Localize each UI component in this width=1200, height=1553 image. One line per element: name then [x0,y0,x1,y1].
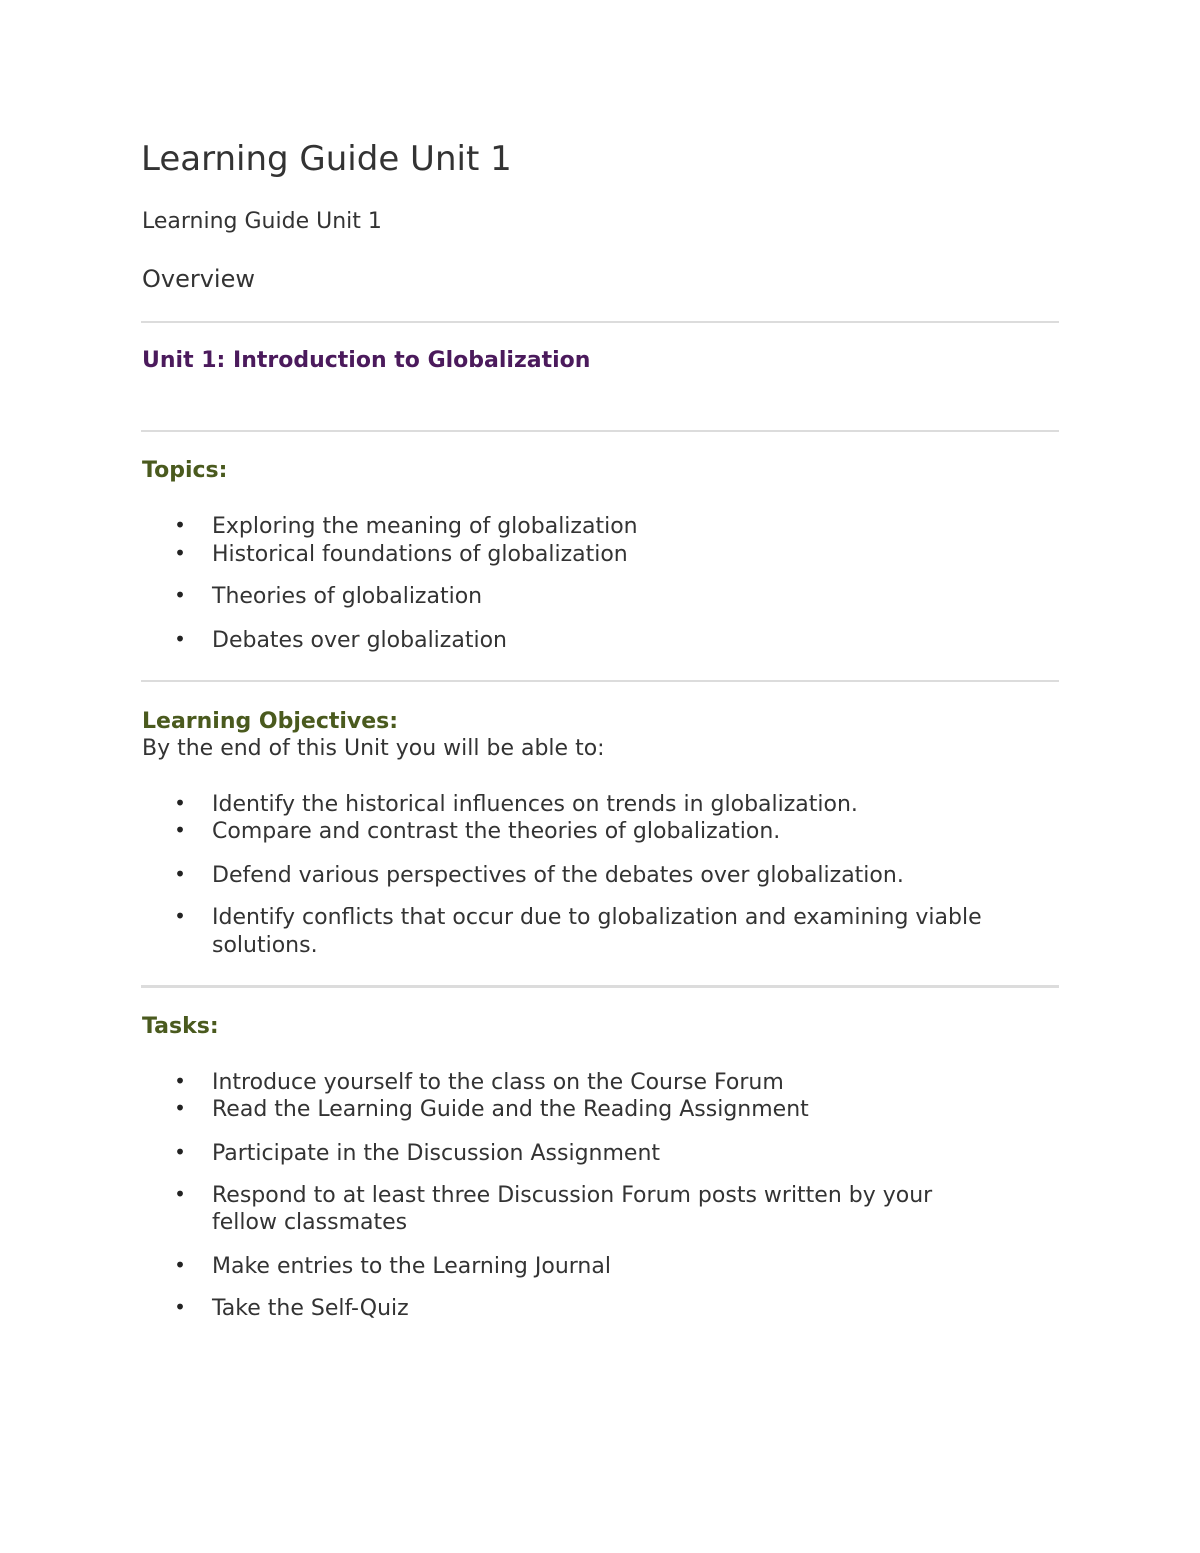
list-item-text: Defend various perspectives of the debates over globalization. [212,863,904,888]
bullet-icon: • [174,627,186,651]
divider [141,985,1059,988]
page-title: Learning Guide Unit 1 [141,139,512,179]
bullet-icon: • [174,541,186,565]
list-item-text: Identify conflicts that occur due to globalization and examining viable [212,905,982,930]
bullet-icon: • [174,791,186,815]
bullet-icon: • [174,1295,186,1319]
divider [141,430,1059,432]
bullet-icon: • [174,1096,186,1120]
divider [141,680,1059,682]
bullet-icon: • [174,1069,186,1093]
divider [141,321,1059,323]
bullet-icon: • [174,583,186,607]
overview-heading: Overview [142,265,255,293]
bullet-icon: • [174,1182,186,1206]
page-subtitle: Learning Guide Unit 1 [142,209,382,234]
list-item-text: Read the Learning Guide and the Reading Assignment [212,1097,809,1122]
tasks-heading: Tasks: [142,1014,219,1039]
list-item-text: Respond to at least three Discussion Forum posts written by your [212,1183,933,1208]
topics-heading: Topics: [142,458,228,483]
bullet-icon: • [174,513,186,537]
bullet-icon: • [174,818,186,842]
list-item-text: Take the Self-Quiz [212,1296,409,1321]
list-item-text: solutions. [212,933,318,958]
list-item-text: Participate in the Discussion Assignment [212,1141,661,1166]
objectives-intro: By the end of this Unit you will be able to: [142,736,605,761]
list-item-text: Identify the historical influences on trends in globalization. [212,792,858,817]
bullet-icon: • [174,1140,186,1164]
list-item-text: Compare and contrast the theories of globalization. [212,819,781,844]
bullet-icon: • [174,904,186,928]
bullet-icon: • [174,862,186,886]
list-item-text: Theories of globalization [212,584,483,609]
list-item-text: fellow classmates [212,1210,408,1235]
list-item-text: Historical foundations of globalization [212,542,628,567]
list-item-text: Debates over globalization [212,628,507,653]
list-item-text: Introduce yourself to the class on the Course Forum [212,1070,784,1095]
objectives-heading: Learning Objectives: [142,709,399,734]
list-item-text: Make entries to the Learning Journal [212,1254,611,1279]
list-item-text: Exploring the meaning of globalization [212,514,638,539]
unit-heading: Unit 1: Introduction to Globalization [142,348,591,373]
bullet-icon: • [174,1253,186,1277]
